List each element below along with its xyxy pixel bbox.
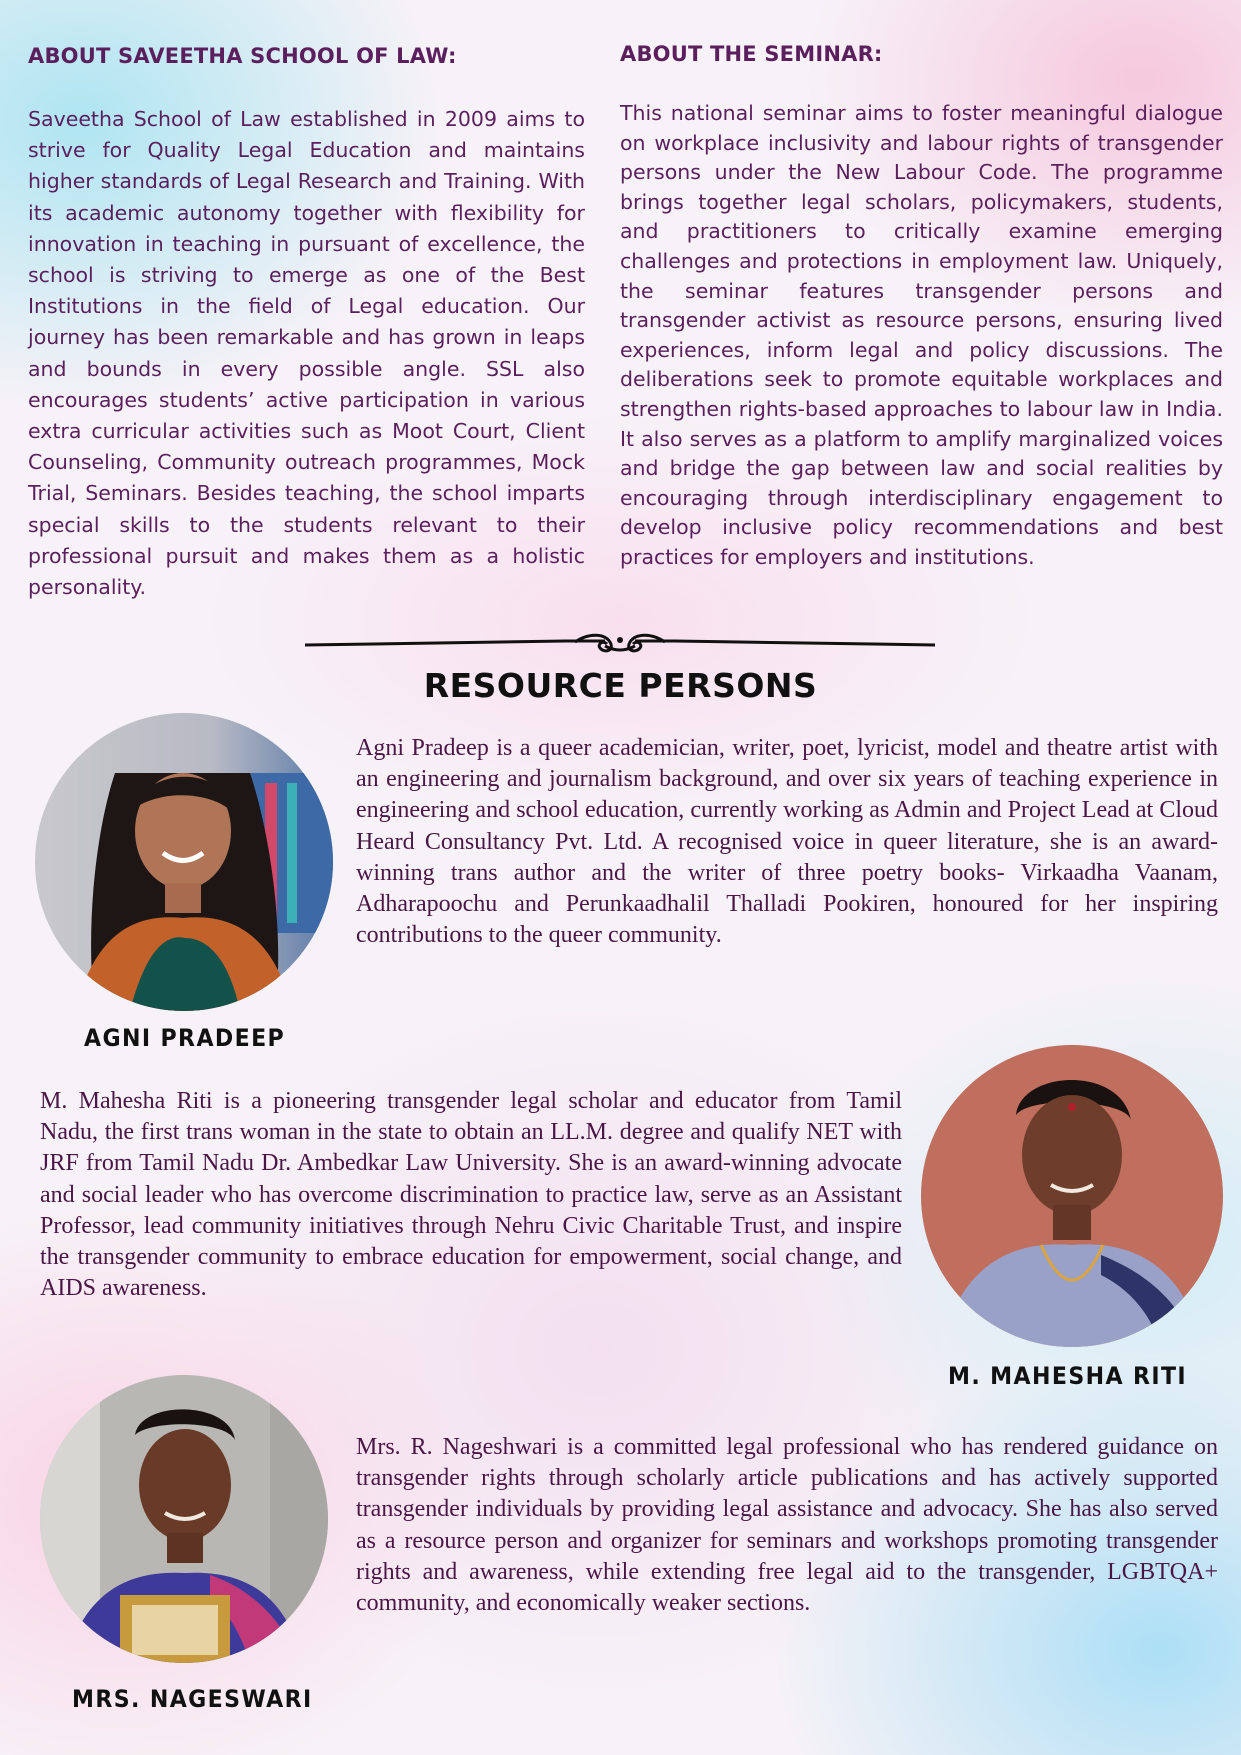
name-nageswari: MRS. NAGESWARI (72, 1685, 313, 1713)
bio-agni-pradeep: Agni Pradeep is a queer academician, writer, poet, lyricist, model and theatre artist with an engineering and journalism background, and over six years of teaching experience in engineering and school education, currently working as Admin and Project Lead at Cloud Heard Consultancy Pvt. Ltd. A recognised voice in queer literature, she is an award-winning trans author and the writer of three poetry books- Virkaadha Vaanam, Adharapoochu and Perunkaadhalil Thalladi Pookiren, honoured for her inspiring contributions to the queer community. (356, 735, 1218, 949)
bio-nageswari: Mrs. R. Nageshwari is a committed legal professional who has rendered guidance on transgender rights through scholarly article publications and has actively supported transgender individuals by providing legal assistance and advocacy. She has also served as a resource person and organizer for seminars and workshops promoting transgender rights and awareness, while extending free legal aid to the transgender, LGBTQA+ community, and economically weaker sections. (356, 1434, 1218, 1617)
bio-mahesha-riti: M. Mahesha Riti is a pioneering transgender legal scholar and educator from Tamil Nadu, the first trans woman in the state to obtain an LL.M. degree and qualify NET with JRF from Tamil Nadu Dr. Ambedkar Law University. She is an award-winning advocate and social leader who has overcome discrimination to practice law, serve as an Assistant Professor, lead community initiatives through Nehru Civic Charitable Trust, and inspire the transgender community to embrace education for empowerment, social change, and AIDS awareness. (40, 1088, 902, 1302)
about-seminar-heading: ABOUT THE SEMINAR: (620, 42, 883, 66)
avatar-agni-pradeep (35, 713, 333, 1011)
about-school-text: Saveetha School of Law established in 2009 aims to strive for Quality Legal Education and maintains higher standards of Legal Research and Training. With its academic autonomy together with flexibility for innovation in teaching in pursuant of excellence, the school is striving to emerge as one of the Best Institutions in the field of Legal education. Our journey has been remarkable and has grown in leaps and bounds in every possible angle. SSL also encourages students’ active participation in various extra curricular activities such as Moot Court, Client Counseling, Community outreach programmes, Mock Trial, Seminars. Besides teaching, the school imparts special skills to the students relevant to their professional pursuit and makes them as a holistic personality. (28, 107, 585, 600)
about-school-heading: ABOUT SAVEETHA SCHOOL OF LAW: (28, 44, 457, 68)
name-mahesha-riti: M. MAHESHA RITI (948, 1362, 1188, 1390)
decorative-divider (305, 632, 935, 658)
avatar-mahesha-riti (921, 1045, 1223, 1347)
name-agni-pradeep: AGNI PRADEEP (84, 1024, 286, 1052)
about-seminar-text: This national seminar aims to foster meaningful dialogue on workplace inclusivity and labour rights of transgender persons under the New Labour Code. The programme brings together legal scholars, policymakers, students, and practitioners to critically examine emerging challenges and protections in employment law. Uniquely, the seminar features transgender persons and transgender activist as resource persons, ensuring lived experiences, inform legal and policy discussions. The deliberations seek to promote equitable workplaces and strengthen rights-based approaches to labour law in India. It also serves as a platform to amplify marginalized voices and bridge the gap between law and social realities by encouraging through interdisciplinary engagement to develop inclusive policy recommendations and best practices for employers and institutions. (620, 101, 1223, 569)
avatar-nageswari (40, 1375, 328, 1663)
resource-persons-title: RESOURCE PERSONS (423, 666, 818, 705)
